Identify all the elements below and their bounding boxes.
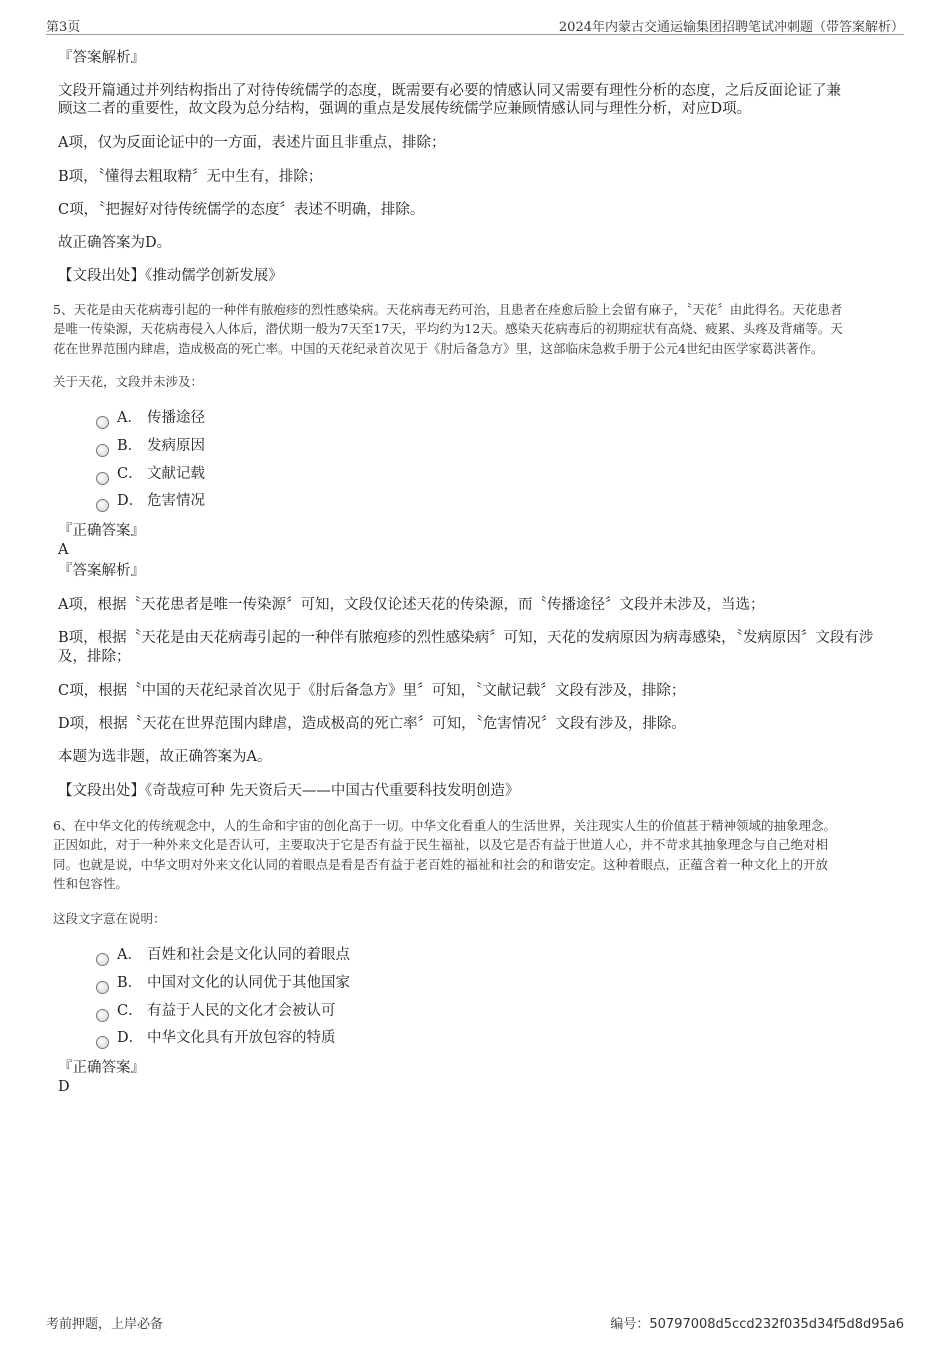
question-prompt: 关于天花，文段并未涉及： — [53, 374, 204, 389]
answer-value: D — [58, 1079, 70, 1095]
option-c[interactable]: C． 有益于人民的文化才会被认可 — [96, 1002, 336, 1020]
option-c[interactable]: C． 文献记载 — [96, 465, 205, 483]
question-stem: 性和包容性。 — [53, 876, 129, 891]
radio-icon[interactable] — [96, 981, 109, 994]
analysis-option-c: C项，根据〝中国的天花纪录首次见于《肘后备急方》里〞可知，〝文献记载〞文段有涉及，排除； — [58, 683, 686, 699]
radio-icon[interactable] — [96, 953, 109, 966]
analysis-option-b: B项，〝懂得去粗取精〞无中生有，排除； — [58, 169, 323, 185]
analysis-option-c: C项，〝把握好对待传统儒学的态度〞表述不明确，排除。 — [58, 202, 425, 218]
radio-icon[interactable] — [96, 1036, 109, 1049]
analysis-option-d: D项，根据〝天花在世界范围内肆虐，造成极高的死亡率〞可知，〝危害情况〞文段有涉及，排除。 — [58, 716, 686, 732]
answer-value: A — [58, 542, 69, 558]
option-a[interactable]: A． 传播途径 — [96, 409, 205, 427]
analysis-text: 文段开篇通过并列结构指出了对待传统儒学的态度，既需要有必要的情感认同又需要有理性分析的态度，之后反面论证了兼 — [58, 83, 841, 99]
document-code: 编号：50797008d5ccd232f035d34f5d8d95a6 — [610, 1317, 904, 1332]
question-stem: 是唯一传染源，天花病毒侵入人体后，潜伏期一般为7天至17天，平均约为12天。感染天花病毒后的初期症状有高烧、疲累、头疼及背痛等。天 — [53, 321, 843, 336]
question-stem: 6、在中华文化的传统观念中，人的生命和宇宙的创化高于一切。中华文化看重人的生活世界，关注现实人生的价值甚于精神领域的抽象理念。 — [53, 818, 836, 833]
radio-icon[interactable] — [96, 499, 109, 512]
radio-icon[interactable] — [96, 1009, 109, 1022]
analysis-option-b: 及，排除； — [58, 649, 131, 665]
option-b[interactable]: B． 发病原因 — [96, 437, 205, 455]
conclusion: 故正确答案为D。 — [58, 235, 172, 251]
analysis-label: 『答案解析』 — [58, 563, 145, 579]
question-stem: 正因如此，对于一种外来文化是否认可，主要取决于它是否有益于民生福祉，以及它是否有益于世道人心，并不苛求其抽象理念与自己绝对相 — [53, 837, 829, 852]
analysis-option-a: A项，根据〝天花患者是唯一传染源〞可知，文段仅论述天花的传染源，而〝传播途径〞文段并未涉及，当选； — [58, 597, 765, 613]
analysis-option-b: B项，根据〝天花是由天花病毒引起的一种伴有脓疱疹的烈性感染病〞可知，天花的发病原因为病毒感染，〝发病原因〞文段有涉 — [58, 630, 874, 646]
radio-icon[interactable] — [96, 472, 109, 485]
option-d[interactable]: D． 危害情况 — [96, 492, 205, 510]
analysis-option-a: A项，仅为反面论证中的一方面，表述片面且非重点，排除； — [58, 135, 446, 151]
option-a[interactable]: A． 百姓和社会是文化认同的着眼点 — [96, 946, 350, 964]
question-stem: 5、天花是由天花病毒引起的一种伴有脓疱疹的烈性感染病。天花病毒无药可治，且患者在痊愈后脸上会留有麻子，〝天花〞由此得名。天花患者 — [53, 302, 843, 317]
document-title: 2024年内蒙古交通运输集团招聘笔试冲刺题（带答案解析） — [558, 20, 904, 35]
analysis-label: 『答案解析』 — [58, 50, 145, 66]
radio-icon[interactable] — [96, 444, 109, 457]
answer-label: 『正确答案』 — [58, 1060, 145, 1076]
conclusion: 本题为选非题，故正确答案为A。 — [58, 749, 272, 765]
question-stem: 花在世界范围内肆虐，造成极高的死亡率。中国的天花纪录首次见于《肘后备急方》里，这部临床急救手册于公元4世纪由医学家葛洪著作。 — [53, 341, 824, 356]
question-stem: 同。也就是说，中华文明对外来文化认同的着眼点是看是否有益于老百姓的福祉和社会的和谐安定。这种着眼点，正蕴含着一种文化上的开放 — [53, 857, 829, 872]
option-d[interactable]: D． 中华文化具有开放包容的特质 — [96, 1029, 336, 1047]
radio-icon[interactable] — [96, 416, 109, 429]
source-citation: 【文段出处】《奇哉痘可种 先天资后天——中国古代重要科技发明创造》 — [58, 783, 520, 799]
page-header — [46, 14, 904, 35]
source-citation: 【文段出处】《推动儒学创新发展》 — [58, 268, 283, 284]
page-number: 第3页 — [46, 20, 81, 35]
question-prompt: 这段文字意在说明： — [53, 911, 166, 926]
answer-label: 『正确答案』 — [58, 523, 145, 539]
analysis-text: 顾这二者的重要性，故文段为总分结构，强调的重点是发展传统儒学应兼顾情感认同与理性分析，对应D项。 — [58, 101, 752, 117]
option-b[interactable]: B． 中国对文化的认同优于其他国家 — [96, 974, 350, 992]
footer-slogan: 考前押题，上岸必备 — [46, 1317, 164, 1332]
